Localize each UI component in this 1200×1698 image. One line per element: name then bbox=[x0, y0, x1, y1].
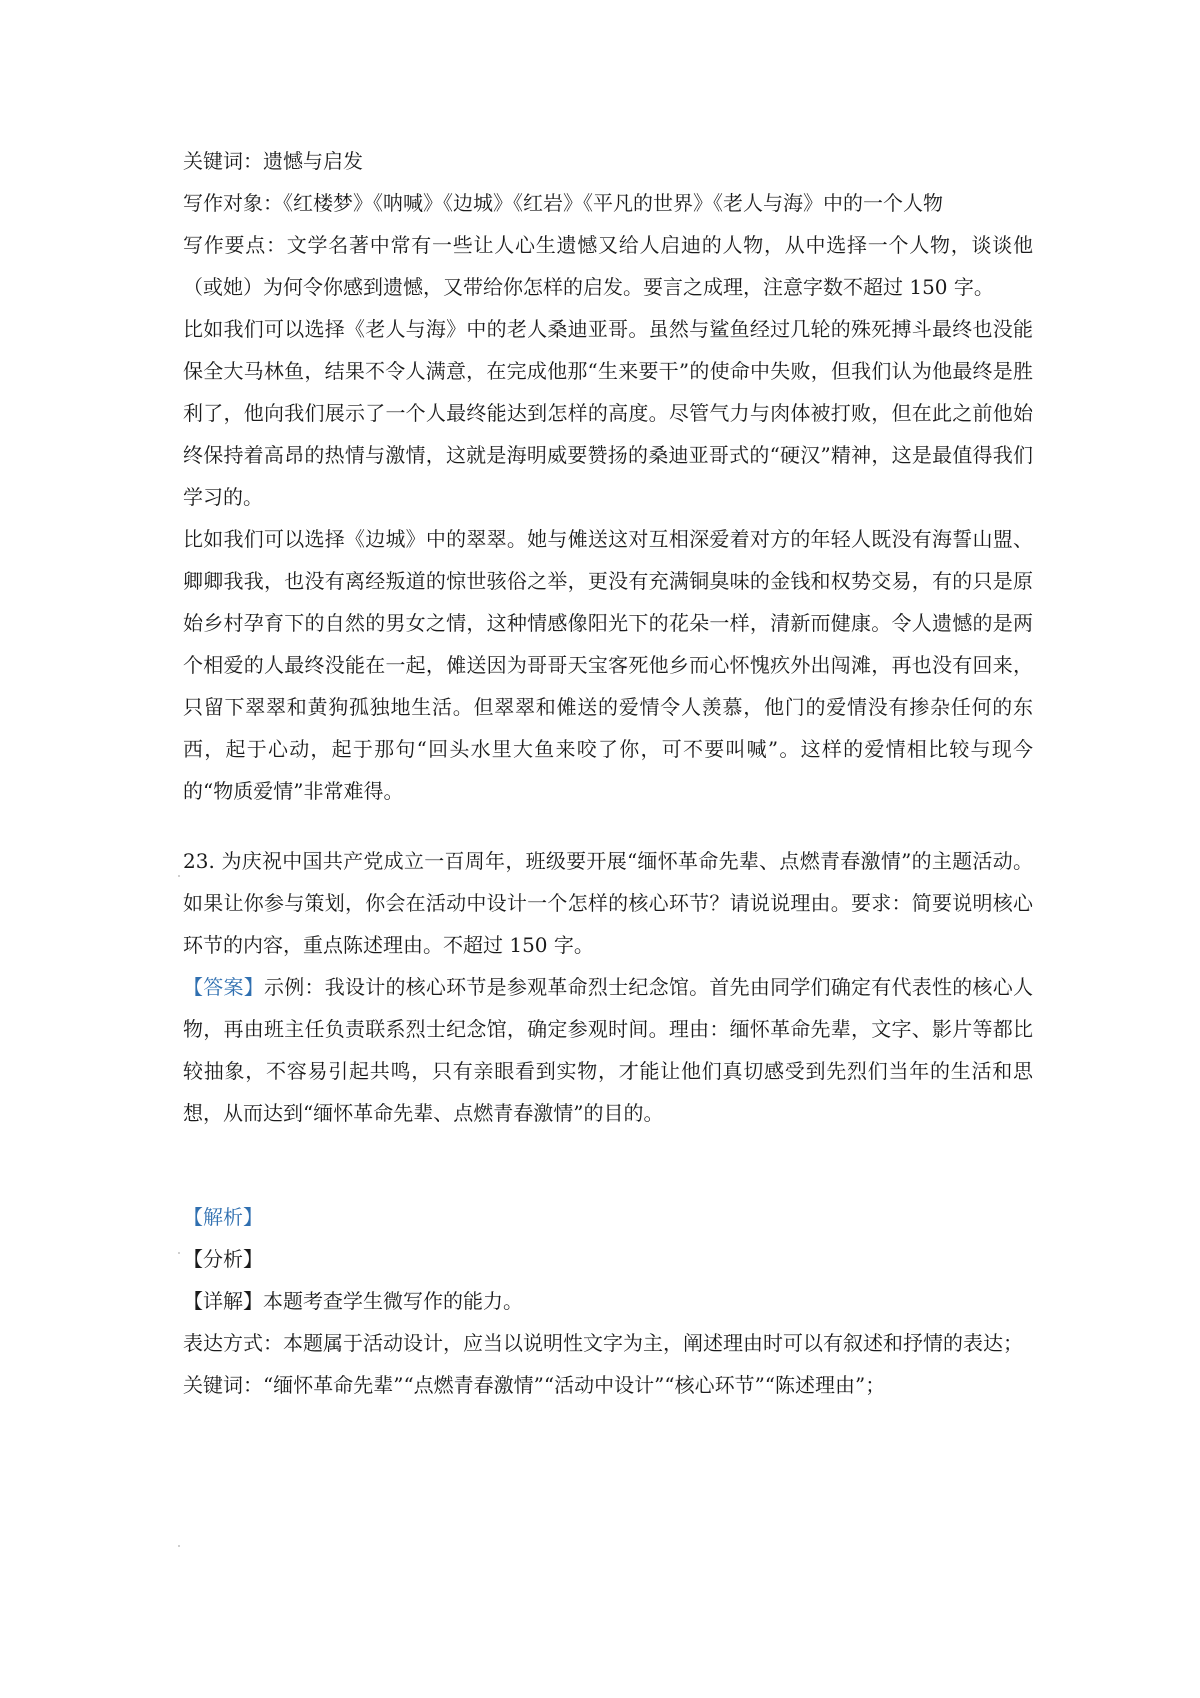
question-23: 23. 为庆祝中国共产党成立一百周年，班级要开展“缅怀革命先辈、点燃青春激情”的主题活动。如果让你参与策划，你会在活动中设计一个怎样的核心环节？请说说理由。要求：简要说明核心环节的内容，重点陈述理由。不超过 150 字。 bbox=[183, 849, 1033, 957]
example-old-man-paragraph: 比如我们可以选择《老人与海》中的老人桑迪亚哥。虽然与鲨鱼经过几轮的殊死搏斗最终也没能保全大马林鱼，结果不令人满意，在完成他那“生来要干”的使命中失败，但我们认为他最终是胜利了，他向我们展示了一个人最终能达到怎样的高度。尽管气力与肉体被打败，但在此之前他始终保持着高昂的热情与激情，这就是海明威要赞扬的桑迪亚哥式的“硬汉”精神，这是最值得我们学习的。 bbox=[183, 317, 1033, 509]
spacer bbox=[183, 812, 1033, 840]
analysis-tag: 【解析】 bbox=[183, 1205, 263, 1229]
xiangjie-tag: 【详解】 bbox=[183, 1289, 263, 1313]
analysis-line bbox=[183, 1196, 1033, 1238]
answer-paragraph bbox=[183, 966, 1033, 1134]
scan-speck bbox=[178, 1252, 180, 1254]
answer-text: 示例：我设计的核心环节是参观革命烈士纪念馆。首先由同学们确定有代表性的核心人物，再由班主任负责联系烈士纪念馆，确定参观时间。理由：缅怀革命先辈，文字、影片等都比较抽象，不容易引起共鸣，只有亲眼看到实物，才能让他们真切感受到先烈们当年的生活和思想，从而达到“缅怀革命先辈、点燃青春激情”的目的。 bbox=[183, 975, 1034, 1125]
writing-points-paragraph: 写作要点：文学名著中常有一些让人心生遗憾又给人启迪的人物，从中选择一个人物，谈谈他（或她）为何令你感到遗憾，又带给你怎样的启发。要言之成理，注意字数不超过 150 字。 bbox=[183, 233, 1033, 299]
expression-paragraph: 表达方式：本题属于活动设计，应当以说明性文字为主，阐述理由时可以有叙述和抒情的表达； bbox=[183, 1331, 1023, 1355]
example-cuicui-paragraph: 比如我们可以选择《边城》中的翠翠。她与傩送这对互相深爱着对方的年轻人既没有海誓山盟、卿卿我我，也没有离经叛道的惊世骇俗之举，更没有充满铜臭味的金钱和权势交易，有的只是原始乡村孕育下的自然的男女之情，这种情感像阳光下的花朵一样，清新而健康。令人遗憾的是两个相爱的人最终没能在一起，傩送因为哥哥天宝客死他乡而心怀愧疚外出闯滩，再也没有回来，只留下翠翠和黄狗孤独地生活。但翠翠和傩送的爱情令人羡慕，他门的爱情没有掺杂任何的东西，起于心动，起于那句“回头水里大鱼来咬了你，可不要叫喊”。这样的爱情相比较与现今的“物质爱情”非常难得。 bbox=[183, 527, 1033, 803]
keywords-line: 关键词：遗憾与启发 bbox=[183, 149, 363, 173]
scan-speck bbox=[178, 1545, 180, 1547]
keywords-2-line: 关键词：“缅怀革命先辈”“点燃青春激情”“活动中设计”“核心环节”“陈述理由”； bbox=[183, 1373, 886, 1397]
document-page bbox=[183, 140, 1033, 1406]
fenxi-tag: 【分析】 bbox=[183, 1247, 263, 1271]
writing-object-line: 写作对象：《红楼梦》《呐喊》《边城》《红岩》《平凡的世界》《老人与海》中的一个人物 bbox=[183, 191, 943, 215]
answer-tag: 【答案】 bbox=[183, 975, 264, 999]
xiangjie-line bbox=[183, 1280, 1033, 1322]
spacer bbox=[183, 1134, 1033, 1196]
scan-speck bbox=[178, 875, 180, 877]
xiangjie-text: 本题考查学生微写作的能力。 bbox=[263, 1289, 523, 1313]
fenxi-line bbox=[183, 1238, 1033, 1280]
